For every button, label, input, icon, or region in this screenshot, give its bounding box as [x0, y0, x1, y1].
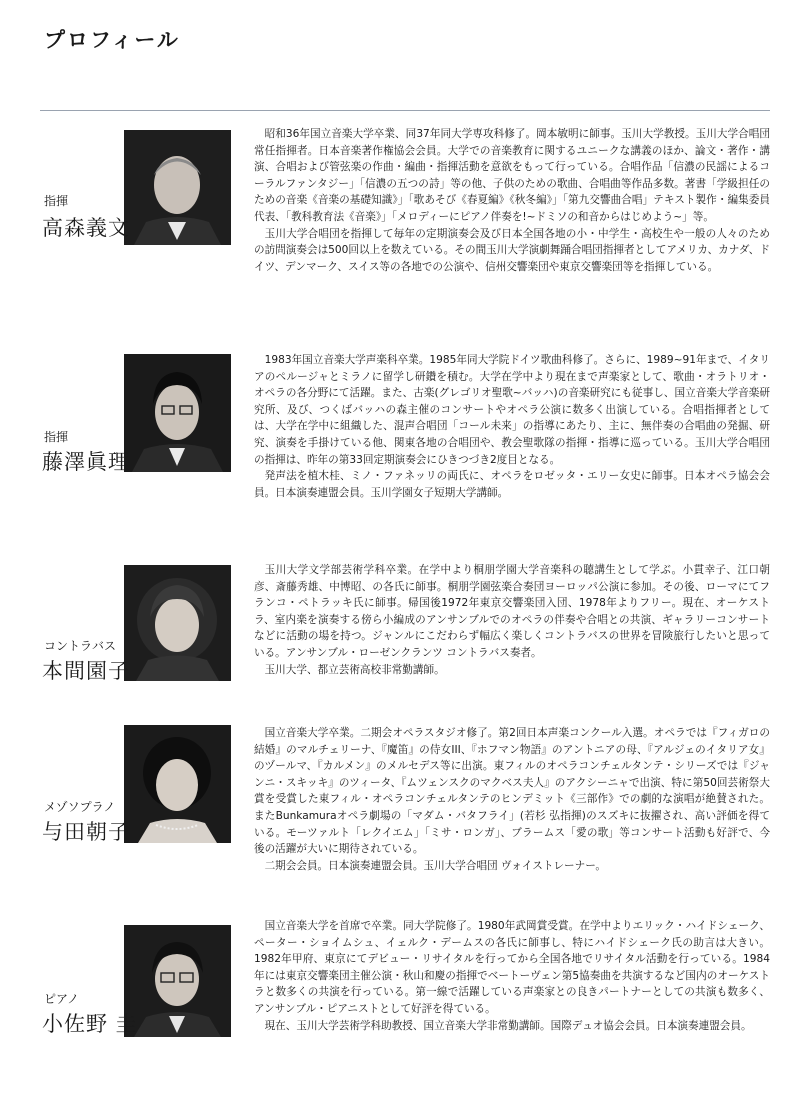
bio-paragraph: 国立音楽大学卒業。二期会オペラスタジオ修了。第2回日本声楽コンクール入選。オペラでは『フィガロの結婚』のマルチェリーナ、『魔笛』の侍女III、『ホフマン物語』のアントニアの母、『アルジェのイタリア女』のヅールマ、『カルメン』のメルセデス等に出演。東フィルのオペラコンチェルタンテ・シリーズでは『ジャンニ・スキッキ』のツィータ、『ムツェンスクのマクベス夫人』のアクシーニャで出演、特に第50回芸術祭大賞を受賞した東フィル・オペラコンチェルタンテのヒンデミット《三部作》での劇的な演唱が絶賛された。またBunkamuraオペラ劇場の「マダム・バタフライ」(若杉 弘指揮)のスズキに抜擢され、高い評価を得ている。モーツァルト「レクイエム」「ミサ・ロンガ」、ブラームス「愛の歌」等コンサート活動も好評で、今後の活躍が大いに期待されている。: [254, 727, 770, 856]
profile-bio: [254, 562, 770, 678]
bio-paragraph: 発声法を植木桂、ミノ・ファネッリの両氏に、オペラをロゼッタ・エリー女史に師事。日本オペラ協会会員。日本演奏連盟会員。玉川学園女子短期大学講師。: [254, 470, 770, 499]
profile-role: 指揮: [44, 194, 69, 208]
profile-bio: [254, 352, 770, 501]
bio-paragraph: 二期会会員。日本演奏連盟会員。玉川大学合唱団 ヴォイストレーナー。: [264, 859, 607, 872]
profile-role: ピアノ: [44, 992, 80, 1006]
profile-bio: [254, 126, 770, 275]
profile-bio: [254, 918, 770, 1034]
bio-paragraph: 玉川大学文学部芸術学科卒業。在学中より桐朋学園大学音楽科の聴講生として学ぶ。小貫幸子、江口朝彦、斎藤秀雄、中博昭、の各氏に師事。桐朋学園弦楽合奏団ヨーロッパ公演に参加。その後、ローマにてフランコ・ペトラッキ氏に師事。帰国後1972年東京交響楽団入団、1978年よりフリー。現在、オーケストラ、室内楽を演奏する傍ら小編成のアンサンブルでのオペラの伴奏や合唱との共演、ギャラリーコンサートなどに活動の場を持つ。ジャンルにこだわらず幅広く楽しくコントラバスの世界を冒険旅行したいと思っている。アンサンブル・ローゼンクランツ コントラバス奏者。: [254, 564, 770, 659]
portrait-photo: [124, 354, 231, 472]
profile-name: 小佐野 圭: [42, 1012, 138, 1036]
portrait-photo: [124, 925, 231, 1037]
bio-paragraph: 玉川大学、都立芸術高校非常勤講師。: [264, 663, 445, 676]
portrait-photo: [124, 725, 231, 843]
profile-name: 本間園子: [42, 659, 130, 683]
portrait-photo: [124, 130, 231, 245]
title-divider: [40, 110, 770, 111]
profile-name: 高森義文: [42, 216, 130, 240]
profile-role: 指揮: [44, 430, 69, 444]
profile-name: 藤澤眞理: [42, 450, 130, 474]
bio-paragraph: 国立音楽大学を首席で卒業。同大学院修了。1980年武岡賞受賞。在学中よりエリック・ハイドシェーク、ペーター・ショイムシュ、イェルク・デームスの各氏に師事し、特にハイドシェーク氏の助言は大きい。1982年甲府、東京にてデビュー・リサイタルを行ってから全国各地でリサイタル活動を行っている。1984年には東京交響楽団主催公演・秋山和慶の指揮でベートーヴェン第5協奏曲を共演するなど国内のオーケストラと数多くの共演を行っている。第一線で活躍している声楽家との良きパートナーとしての共演も数多く、アンサンブル・ピアニストとして好評を得ている。: [254, 920, 770, 1015]
bio-paragraph: 1983年国立音楽大学声楽科卒業。1985年同大学院ドイツ歌曲科修了。さらに、1989~91年まで、イタリアのペルージャとミラノに留学し研鑽を積む。大学在学中より現在まで声楽家として、歌曲・オラトリオ・オペラの各分野にて活躍。また、古楽(グレゴリオ聖歌~バッハ)の音楽研究にも従事し、国立音楽大学音楽研究所、及び、つくばバッハの森主催のコンサートやオペラ公演に数多く出演している。合唱指揮者としては、大学在学中に組織した、混声合唱団「コール未来」の指導にあたり、主に、無伴奏の合唱曲の発掘、研究、演奏を手掛けている他、関東各地の合唱団や、教会聖歌隊の指揮・指導に巡っている。玉川大学合唱団の指揮は、昨年の第33回定期演奏会にひきつづき2度目となる。: [254, 354, 770, 466]
bio-paragraph: 現在、玉川大学芸術学科助教授、国立音楽大学非常勤講師。国際デュオ協会会員。日本演奏連盟会員。: [264, 1019, 752, 1032]
profile-name: 与田朝子: [42, 820, 130, 844]
page-title: プロフィール: [44, 28, 180, 52]
profile-bio: [254, 725, 770, 874]
bio-paragraph: 昭和36年国立音楽大学卒業、同37年同大学専攻科修了。岡本敏明に師事。玉川大学教授。玉川大学合唱団常任指揮者。日本音楽著作権協会会員。大学での音楽教育に関するユニークな講義のほか、論文・著作・講演、合唱および管弦楽の作曲・編曲・指揮活動を意欲をもって行っている。合唱作品「信濃の民謡によるコーラルファンタジー」「信濃の五つの詩」等の他、子供のための歌曲、合唱曲等作品多数。著書「学級担任のための音楽《音楽の基礎知識》」「歌あそび《春夏編》《秋冬編》」「第九交響曲合唱」テキスト製作・編集委員代表、「教科教育法《音楽》」「メロディーにピアノ伴奏を!~ドミソの和音からはじめよう~」等。: [254, 128, 770, 223]
profile-role: メゾソプラノ: [44, 800, 116, 814]
profile-role: コントラバス: [44, 639, 117, 653]
portrait-photo: [124, 565, 231, 681]
bio-paragraph: 玉川大学合唱団を指揮して毎年の定期演奏会及び日本全国各地の小・中学生・高校生や一般の人々のための訪問演奏会は500回以上を数えている。その間玉川大学演劇舞踊合唱団指揮者としてアメリカ、カナダ、ドイツ、デンマーク、スイス等の各地での公演や、信州交響楽団や東京交響楽団等を指揮している。: [254, 227, 770, 273]
